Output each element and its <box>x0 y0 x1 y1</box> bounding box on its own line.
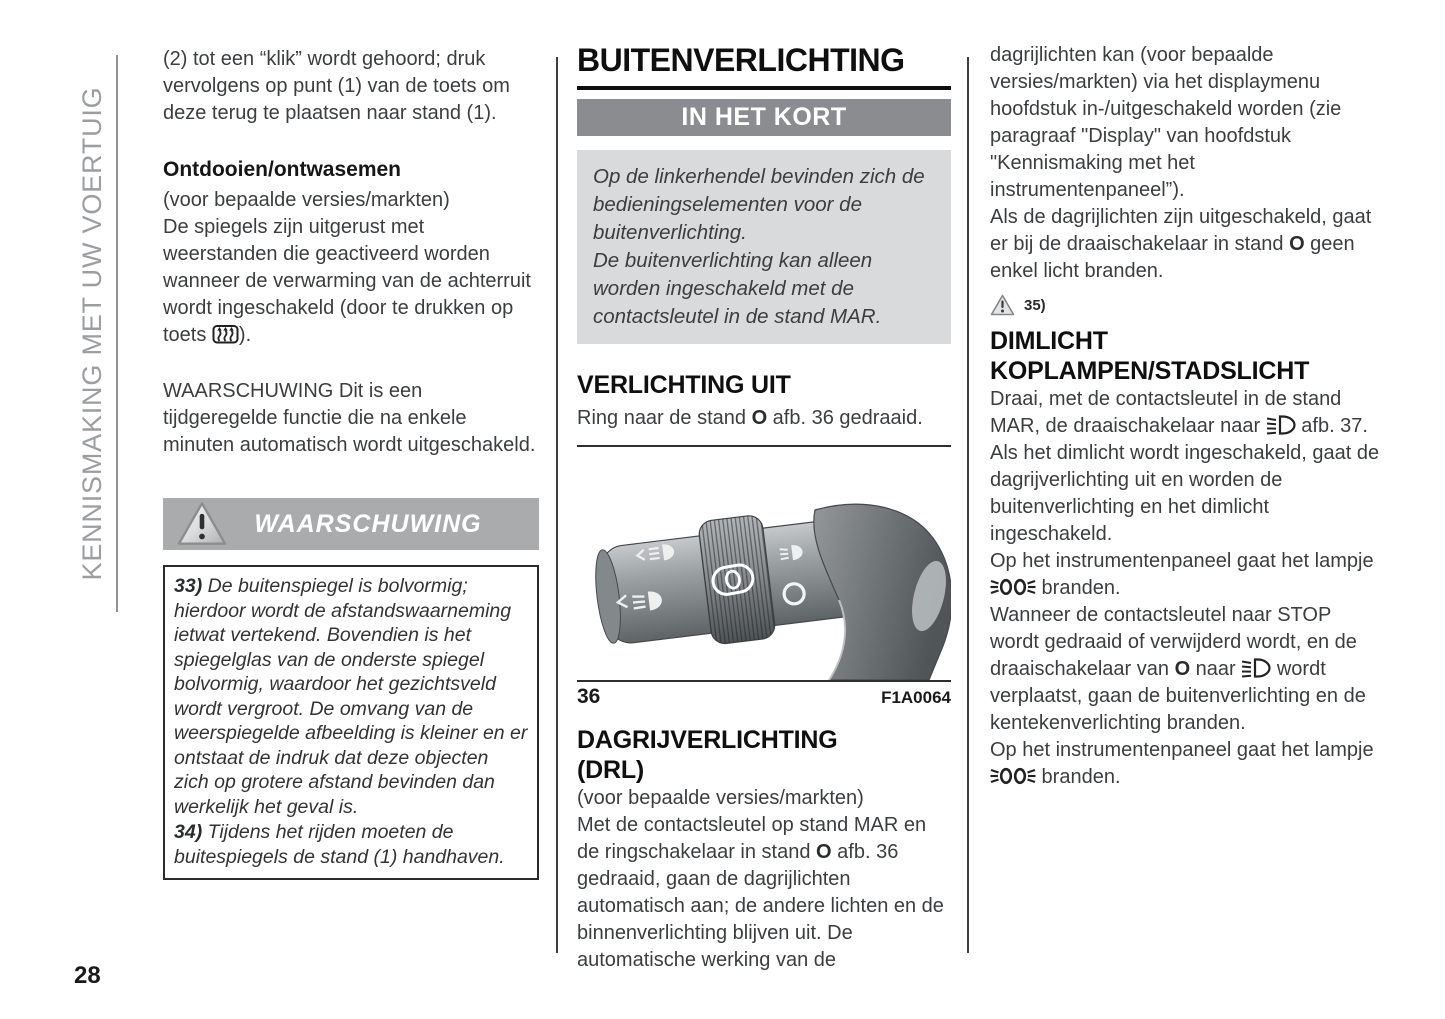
intro-line: Op de linkerhendel bevinden zich de bedieningselementen voor de buitenverlichting. <box>593 165 925 244</box>
warning-triangle-icon <box>177 501 227 547</box>
notes-box <box>163 565 539 880</box>
column-right <box>990 42 1382 791</box>
paragraph: (2) tot een “klik” wordt gehoord; druk vervolgens op punt (1) van de toets om deze terug te plaatsen naar stand (1). <box>163 48 510 124</box>
paragraph: (voor bepaalde versies/markten) <box>577 787 864 809</box>
dipped-beam-icon <box>1241 658 1271 678</box>
note-34: 34) Tijdens het rijden moeten de buitespiegels de stand (1) handhaven. <box>174 821 505 868</box>
bold-term: 33) <box>174 575 203 597</box>
warning-reference <box>990 294 1382 316</box>
paragraph: Als de dagrijlichten zijn uitgeschakeld, gaat er bij de draaischakelaar in stand O geen enkel licht branden. <box>990 206 1372 282</box>
rear-defrost-icon <box>212 323 239 344</box>
paragraph: De spiegels zijn uitgerust met weerstanden die geactiveerd worden wanneer de verwarming van de achterruit wordt ingeschakeld (door te drukken op toets ). <box>163 216 531 346</box>
paragraph: Ring naar de stand O afb. 36 gedraaid. <box>577 407 923 429</box>
bold-term: O <box>1289 233 1305 255</box>
heading-dimlicht: DIMLICHT KOPLAMPEN/STADSLICHT <box>990 327 1310 385</box>
column-divider <box>967 57 969 953</box>
paragraph: dagrijlichten kan (voor bepaalde versies/markten) via het displaymenu hoofdstuk in-/uitgeschakeld worden (zie paragraaf "Display" van hoofdstuk "Kennismaking met het instrumentenpaneel”). <box>990 44 1342 201</box>
intro-summary-box <box>577 150 951 344</box>
heading-verlichting-uit: VERLICHTING UIT <box>577 371 791 399</box>
warning-banner <box>163 498 539 550</box>
figure-code: F1A0064 <box>881 688 951 707</box>
heading-dagrijverlichting: DAGRIJVERLICHTING (DRL) <box>577 726 838 784</box>
in-het-kort-banner: IN HET KORT <box>577 99 951 136</box>
bold-term: O <box>751 407 768 429</box>
note-33: 33) De buitenspiegel is bolvormig; hierdoor wordt de afstandswaarneming ietwat vertekend. Bovendien is het spiegelglas van de onderste spiegel bolvormig, waardoor het gezichtsveld wordt vergroot. De omvang van de weerspiegelde afbeelding is kleiner en er ontstaat de indruk dat deze objecten zich op grotere afstand bevinden dan werkelijk het geval is. <box>174 575 528 818</box>
figure-frame <box>577 445 951 682</box>
column-left <box>163 46 539 880</box>
paragraph: Op het instrumentenpaneel gaat het lampje branden. <box>990 550 1374 599</box>
figure-36 <box>577 445 951 709</box>
section-title: BUITENVERLICHTING <box>577 42 951 90</box>
paragraph: Op het instrumentenpaneel gaat het lampje branden. <box>990 739 1374 788</box>
paragraph: Met de contactsleutel op stand MAR en de ringschakelaar in stand O afb. 36 gedraaid, gaan de dagrijlichten automatisch aan; de andere lichten en de binnenverlichting blijven uit. De automatische werking van de <box>577 814 944 971</box>
bold-term: 34) <box>174 821 203 843</box>
warning-reference-number: 35) <box>1024 296 1046 314</box>
paragraph: WAARSCHUWING Dit is een tijdgeregelde functie die na enkele minuten automatisch wordt uitgeschakeld. <box>163 380 536 456</box>
warning-banner-label: WAARSCHUWING <box>254 509 482 538</box>
figure-number: 36 <box>577 685 601 708</box>
position-lights-icon <box>990 766 1036 786</box>
paragraph: Als het dimlicht wordt ingeschakeld, gaat de dagrijverlichting uit en worden de buitenverlichting en het dimlicht ingeschakeld. <box>990 442 1380 545</box>
paragraph: (voor bepaalde versies/markten) <box>163 189 450 211</box>
paragraph: Draai, met de contactsleutel in de stand MAR, de draaischakelaar naar afb. 37. <box>990 388 1368 437</box>
column-middle <box>577 42 951 974</box>
page-number: 28 <box>74 962 101 989</box>
figure-caption <box>577 685 951 709</box>
bold-term: O <box>1174 658 1191 680</box>
small-warning-triangle-icon <box>990 294 1015 316</box>
bold-term: O <box>816 841 832 863</box>
paragraph: Wanneer de contactsleutel naar STOP wordt gedraaid of verwijderd wordt, en de draaischakelaar van O naar wordt verplaatst, gaan de buitenverlichting en de kentekenverlichting branden. <box>990 604 1366 734</box>
intro-line: De buitenverlichting kan alleen worden ingeschakeld met de contactsleutel in de stand MAR. <box>593 249 882 328</box>
control-stalk-illustration <box>577 448 951 680</box>
column-divider <box>556 57 558 953</box>
position-lights-icon <box>990 577 1036 597</box>
dipped-beam-icon <box>1266 415 1296 435</box>
chapter-sidebar-title: KENNISMAKING MET UW VOERTUIG <box>70 55 118 612</box>
subsection-heading: Ontdooien/ontwasemen <box>163 158 402 181</box>
